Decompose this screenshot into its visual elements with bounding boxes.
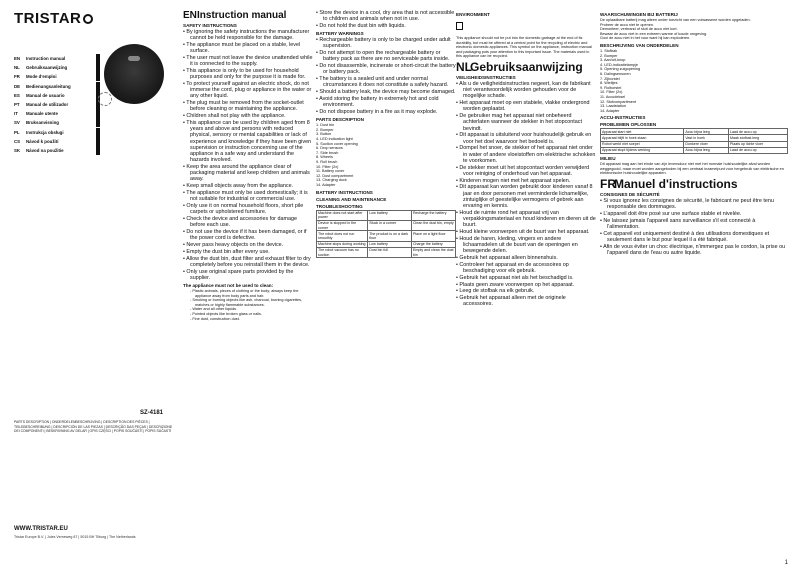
- language-label: Návod k použití: [26, 138, 59, 144]
- language-code: SV: [14, 120, 20, 126]
- en-trouble-row: [317, 231, 456, 241]
- nl-safety-item: • Houd kleine voorwerpen uit de buurt van het apparaat.: [463, 229, 596, 235]
- en-safety-item: • Only use it on normal household floors, short pile carpets or upholstered furniture.: [190, 203, 313, 215]
- trouble-solution: Clean the dust bin, empty: [411, 220, 455, 230]
- en-part-item: 12. Dust compartment: [316, 173, 354, 178]
- nl-heading: NLGebruiksaanwijzing: [456, 59, 583, 74]
- trouble-cause: Vast in hoek: [684, 135, 729, 141]
- nl-safety-item: • Het apparaat moet op een stabiele, vlakke ondergrond worden geplaatst.: [463, 100, 596, 112]
- en-not-used-item: - Water and all other liquids.: [195, 307, 313, 312]
- en-safety-item: • The user must not leave the device unattended while it is connected to the supply.: [190, 55, 313, 67]
- nl-safety-heading: VEILIGHEIDSINSTRUCTIES: [456, 74, 516, 80]
- en-part-item: 6. Drop sensors: [316, 146, 343, 151]
- en-safety-item: • Allow the dust bin, dust filter and exhaust filter to dry completely before you reinstall them in the device.: [190, 256, 313, 268]
- en-storage-item: • Do not hold the dust bin with liquids.: [323, 23, 456, 29]
- nl-safety-item: • De stekker moet uit het stopcontact worden verwijderd voor reiniging of onderhoud van het apparaat.: [463, 165, 596, 177]
- language-entry: [14, 91, 92, 100]
- language-code: SK: [14, 148, 21, 154]
- en-storage-list: [316, 10, 456, 29]
- language-tab-marker: [96, 118, 100, 127]
- en-parts-heading: PARTS DESCRIPTION: [316, 117, 364, 123]
- trouble-problem: The robot vacuum has no suction: [317, 247, 368, 257]
- en-not-used-heading: The appliance must not be used to clean:: [183, 283, 274, 289]
- trouble-cause: Accu bijna leeg: [684, 129, 729, 135]
- language-label: Instruction manual: [26, 56, 66, 61]
- en-part-item: 14. Adapter: [316, 182, 336, 187]
- en-safety-item: • To protect yourself against an electric shock, do not immerse the cord, plug or appliance in the water or any other liquid.: [190, 81, 313, 100]
- nl-part-item: 4. LED-indicatielampje: [600, 62, 638, 67]
- fr-safety-item: • Afin de vous éviter un choc électrique, n'immergez pas le cordon, la prise ou l'appareil dans de l'eau ou autre liquide.: [607, 244, 788, 256]
- en-part-item: 10. Filter (2x): [316, 164, 339, 169]
- en-heading: ENInstruction manual: [183, 10, 287, 21]
- language-label: Manuale utente: [26, 111, 58, 117]
- nl-column: [456, 10, 596, 308]
- nl-trouble-table: [600, 128, 788, 154]
- nl-safety-item: • Gebruik het apparaat alleen met de originele accessoires.: [463, 295, 596, 307]
- en-battery-item: • Do not dispose battery in a fire as it may explode.: [323, 109, 456, 115]
- fr-safety-heading: CONSIGNES DE SÉCURITÉ: [600, 191, 660, 197]
- language-tab-marker: [96, 82, 100, 91]
- nl-battery-list: [600, 18, 788, 41]
- language-label: Manual de utilizador: [26, 102, 69, 108]
- nl-safety-list: [456, 81, 596, 308]
- trouble-problem: Robot werkt niet soepel: [601, 141, 684, 147]
- nl-safety-item: • De gebruiker mag het apparaat niet onbeheerd achterlaten wanneer de stekker in het stopcontact bevindt.: [463, 113, 596, 132]
- robot-button-icon: [128, 56, 140, 61]
- en-safety-item: • Children shall not play with the appliance.: [190, 113, 313, 119]
- en-safety-list: [183, 29, 313, 281]
- en-safety-item: • This appliance can be used by children aged from 8 years and above and persons with reduced physical, sensory or mental capabilities or lack of experience and knowledge if they have been given supervision or instruction concerning use of the appliance in a safe way and understand the hazards involved.: [190, 120, 313, 163]
- language-tab-marker: [96, 72, 100, 81]
- trouble-cause: Accu bijna leeg: [684, 147, 729, 153]
- en-part-item: 2. Bumper: [316, 127, 334, 132]
- language-tab-marker: [96, 63, 100, 72]
- language-entry: [14, 137, 92, 146]
- fr-safety-item: • Cet appareil est uniquement destiné à des utilisations domestiques et seulement dans le but pour lequel il a été fabriqué.: [607, 231, 788, 243]
- en-safety-item: • The appliance must be placed on a stable, level surface.: [190, 42, 313, 54]
- language-code: NL: [14, 65, 20, 71]
- language-code: IT: [14, 111, 18, 117]
- fr-safety-item: • Ne laissez jamais l'appareil sans surveillance s'il est connecté à l'alimentation.: [607, 218, 788, 230]
- trouble-solution: Place on a light floor: [411, 231, 455, 241]
- language-label: Bedienungsanleitung: [26, 83, 71, 89]
- en-trouble-table: [316, 210, 456, 259]
- language-code: EN: [14, 56, 21, 61]
- en-safety-item: • Check the device and accessories for damage before each use.: [190, 216, 313, 228]
- en-trouble-row: [317, 220, 456, 230]
- en-not-used-list: [183, 289, 313, 321]
- language-tab-marker: [96, 137, 100, 146]
- trouble-problem: Machine stops during working: [317, 241, 368, 247]
- language-label: Bruksanvisning: [26, 120, 59, 126]
- en-not-used-item: - Plastic animals, pieces of clothing or the body; always keep the appliance away from body parts and hair.: [195, 289, 313, 298]
- brand-logo: TRISTAR: [14, 10, 93, 27]
- en-trouble-row: [317, 247, 456, 257]
- en-safety-item: • Keep small objects away from the appliance.: [190, 183, 313, 189]
- en-safety-item: • The plug must be removed from the socket-outlet before cleaning or maintaining the appliance.: [190, 100, 313, 112]
- en-safety-item: • Keep the area around the appliance clear of packaging material and keep children and animals away.: [190, 164, 313, 183]
- nl-battery-item: De oplaadbare batterij mag alleen onder toezicht van een volwassene worden opgeladen.: [600, 18, 751, 22]
- en-battery-item: • Do not attempt to open the rechargeable battery or battery pack as there are no serviceable parts inside.: [323, 50, 456, 62]
- trouble-solution: Plaats op lichte vloer: [729, 141, 788, 147]
- trouble-cause: Stuck in a corner: [368, 220, 412, 230]
- language-entry: [14, 54, 92, 63]
- trouble-problem: Apparaat blijft in hoek staan: [601, 135, 684, 141]
- trouble-cause: Donkere vloer: [684, 141, 729, 147]
- language-entry: [14, 146, 92, 155]
- nl-battery-item: Probeer de accu niet te openen.: [600, 22, 655, 27]
- nl-part-item: 14. Adapter: [600, 108, 620, 113]
- nl-part-item: 9. Rolborstel: [600, 85, 622, 90]
- nl-safety-item: • Dit apparaat kan worden gebruikt door kinderen vanaf 8 jaar en door personen met verminderde lichamelijke, zintuiglijke of geestelijke vermogens of gebrek aan ervaring en kennis.: [463, 184, 596, 209]
- en-battery-item: • Should a battery leak, the device may become damaged.: [323, 89, 456, 95]
- nl-part-item: 13. Laadstation: [600, 104, 626, 109]
- language-entry: [14, 63, 92, 72]
- nl-parts-list: [600, 49, 788, 113]
- trouble-cause: Low battery: [368, 210, 412, 220]
- nl-safety-item: • Houd de ruimte rond het apparaat vrij van verpakkingsmateriaal en houd kinderen en dieren uit de buurt.: [463, 210, 596, 229]
- en-not-used-item: - Fine dust, construction dust.: [195, 317, 313, 322]
- en-part-item: 5. Suction cover opening: [316, 141, 358, 146]
- en-battery-item: • Avoid storing the battery in extremely hot and cold environment.: [323, 96, 456, 108]
- nl-part-item: 3. Aan/uit-knop: [600, 58, 626, 63]
- nl-part-item: 6. Dalingsensoren: [600, 71, 631, 76]
- en-safety-item: • Only use original spare parts provided by the supplier.: [190, 269, 313, 281]
- nl-safety-item: • Houd de haren, kleding, vingers en andere lichaamsdelen uit de buurt van de openingen en bewegende delen.: [463, 236, 596, 255]
- fr-heading: FRManuel d'instructions: [600, 176, 738, 191]
- language-entry: [14, 72, 92, 81]
- fr-safety-item: • L'appareil doit être posé sur une surface stable et nivelée.: [607, 211, 788, 217]
- nl-part-item: 8. Wieltjes: [600, 81, 618, 86]
- language-code: FR: [14, 74, 20, 80]
- nl-fr-column: [600, 10, 788, 257]
- nl-battery-item: Gooi de accu niet in het vuur want hij kan exploderen.: [600, 36, 691, 41]
- en-battery-item: • The battery is a sealed unit and under normal circumstances it does not constitute a safety hazard.: [323, 76, 456, 88]
- nl-trouble-heading: PROBLEMEN OPLOSSEN: [600, 122, 657, 128]
- en-parts-list: [316, 123, 456, 187]
- en-not-used-item: - Smoking or burning objects like ash, charcoal, burning cigarettes, matches or highly flammable substances.: [195, 298, 313, 307]
- language-tab-marker: [96, 54, 100, 63]
- en-part-item: 11. Battery cover: [316, 169, 345, 174]
- language-code: ES: [14, 92, 20, 98]
- nl-safety-item: • Gebruik het apparaat alleen binnenshuis.: [463, 255, 596, 261]
- trouble-solution: Recharge the battery: [411, 210, 455, 220]
- nl-safety-item: • Dompel het snoer, de stekker of het apparaat niet onder in water of andere vloeistoffen om elektrische schokken te voorkomen.: [463, 145, 596, 164]
- en-safety-item: • Do not use the device if it has been damaged, or if the power cord is defective.: [190, 229, 313, 241]
- nl-part-item: 12. Stofcompartiment: [600, 99, 637, 104]
- en-battery-item: • Do not disassemble, incinerate or short-circuit the battery or battery pack.: [323, 63, 456, 75]
- nl-safety-item: • Controleer het apparaat en de accessoires op beschadiging voor elk gebruik.: [463, 262, 596, 274]
- language-label: Gebruiksaanwijzing: [26, 65, 68, 71]
- model-number: SZ-4181: [140, 410, 164, 416]
- nl-safety-item: • Plaats geen zware voorwerpen op het apparaat.: [463, 282, 596, 288]
- en-usage-heading: BATTERY INSTRUCTIONS: [316, 189, 373, 195]
- fr-safety-item: • Si vous ignorez les consignes de sécurité, le fabricant ne peut être tenu responsable des dommages.: [607, 198, 788, 210]
- website[interactable]: WWW.TRISTAR.EU: [14, 526, 68, 532]
- language-entry: [14, 118, 92, 127]
- nl-battery-item: Bewaar de accu niet in een extreem warme of koude omgeving.: [600, 31, 708, 36]
- nl-safety-item: • Gebruik het apparaat niet als het beschadigd is.: [463, 275, 596, 281]
- language-tab-marker: [96, 109, 100, 118]
- en-part-item: 7. Side brush: [316, 150, 339, 155]
- nl-safety-item: • Kinderen mogen niet met het apparaat spelen.: [463, 178, 596, 184]
- nl-env-heading: MILIEU: [600, 156, 616, 162]
- en-column-2: [316, 10, 456, 258]
- trouble-problem: Apparaat stopt tijdens werking: [601, 147, 684, 153]
- language-label: Instrukcja obsługi: [26, 129, 64, 135]
- trouble-cause: The product is on a dark floor: [368, 231, 412, 241]
- en-safety-heading: SAFETY INSTRUCTIONS: [183, 23, 237, 28]
- logo-mark-icon: [83, 14, 93, 24]
- en-battery-heading: BATTERY WARNINGS: [316, 31, 364, 37]
- en-trouble-row: [317, 210, 456, 220]
- page-number: 1: [784, 560, 788, 566]
- robot-vacuum-image: [104, 44, 164, 104]
- parts-description-note: PARTS DESCRIPTION | ONDERDELENBESCHRIJVING | DESCRIPTION DES PIÈCES | TEILEBESCHREIBUNG | DESCRIPCIÓN DE LAS PIEZAS | DESCRIÇÃO DAS PEÇAS | DESCRIZIONE DEI COMPONENTI | BESKRIVNING AV DELAR | OPIS CZĘŚCI | POPIS SOUČÁSTÍ | POPIS SÚČASTÍ: [14, 420, 173, 434]
- language-tab-marker: [96, 128, 100, 137]
- en-cleaning-heading: CLEANING AND MAINTENANCE: [316, 196, 387, 202]
- en-not-used-item: - Pointed objects like broken glass or nails.: [195, 312, 313, 317]
- fr-safety-list: [600, 198, 788, 256]
- nl-parts-heading: BESCHRIJVING VAN ONDERDELEN: [600, 42, 679, 48]
- nl-part-item: 5. Opening zuigopening: [600, 67, 641, 72]
- nl-safety-item: • Dit apparaat is uitsluitend voor huishoudelijk gebruik en voor het doel waarvoor het bedoeld is.: [463, 132, 596, 144]
- imprint: Tristar Europe B.V. | Jules Verneweg 87 | 5015 BH Tilburg | The Netherlands: [14, 535, 136, 539]
- trouble-solution: Charge the battery: [411, 241, 455, 247]
- language-code: PT: [14, 102, 20, 108]
- nl-env-text: Dit apparaat mag aan het einde van zijn levensduur niet met het normale huishoudelijke afval worden weggegooid, maar moet worden aangeboden bij een centraal inzamelpunt voor hergebruik van elektrische en elektronische huishoudelijke apparaten.: [600, 162, 784, 176]
- trouble-solution: Maak stofbak leeg: [729, 135, 788, 141]
- language-label: Mode d'emploi: [26, 74, 57, 80]
- nl-safety-item: • Als u de veiligheidsinstructies negeert, kan de fabrikant niet verantwoordelijk worden gehouden voor de mogelijke schade.: [463, 81, 596, 100]
- en-part-item: 3. Button: [316, 132, 332, 137]
- en-column-1: [183, 10, 313, 321]
- trouble-solution: Laad de accu op: [729, 129, 788, 135]
- en-safety-item: • Empty the dust bin after every use.: [190, 249, 313, 255]
- en-safety-item: • The appliance must only be used domestically; it is not suitable for industrial or commercial use.: [190, 190, 313, 202]
- nl-part-item: 7. Zijborstel: [600, 76, 620, 81]
- trouble-problem: Device is stopped in the corner: [317, 220, 368, 230]
- en-battery-item: • Rechargeable battery is only to be charged under adult supervision.: [323, 37, 456, 49]
- nl-battery-heading: WAARSCHUWINGEN BIJ BATTERIJ: [600, 12, 678, 17]
- trouble-cause: Low battery: [368, 241, 412, 247]
- weee-bin-icon: [456, 22, 463, 30]
- language-entry: [14, 128, 92, 137]
- language-entry: [14, 100, 92, 109]
- trouble-problem: Apparaat start niet: [601, 129, 684, 135]
- language-entry: [14, 82, 92, 91]
- trouble-cause: Dust bin full: [368, 247, 412, 257]
- en-battery-list: [316, 37, 456, 115]
- nl-part-item: 1. Stofbak: [600, 48, 618, 53]
- en-part-item: 4. LED indication light: [316, 136, 353, 141]
- env-text: This appliance should not be put into the domestic garbage at the end of its durability, but must be offered at a central point for the recycling of electric and electronic domestic appliances. This symbol on the appliance, instruction manual and packaging puts your attention to this important issue. The materials used in this appliance can be recycled.: [456, 36, 592, 59]
- language-code: DE: [14, 83, 21, 89]
- side-brush-icon: [98, 92, 112, 106]
- trouble-problem: The robot does not run smoothly: [317, 231, 368, 241]
- language-code: PL: [14, 129, 20, 135]
- env-heading: ENVIRONMENT: [456, 12, 490, 17]
- en-safety-item: • By ignoring the safety instructions the manufacturer cannot be held responsible for the damage.: [190, 29, 313, 41]
- en-storage-item: • Store the device in a cool, dry area that is not accessible to children and animals when not in use.: [323, 10, 456, 22]
- nl-safety-item: • Leeg de stofbak na elk gebruik.: [463, 288, 596, 294]
- en-safety-item: • Never pass heavy objects on the device.: [190, 242, 313, 248]
- nl-part-item: 2. Bumper: [600, 53, 618, 58]
- en-part-item: 9. Roll brush: [316, 159, 338, 164]
- language-entry: [14, 109, 92, 118]
- nl-trouble-row: [601, 147, 788, 153]
- en-safety-item: • This appliance is only to be used for household purposes and only for the purpose it is made for.: [190, 68, 313, 80]
- language-tab-marker: [96, 146, 100, 155]
- nl-part-item: 10. Filter (2x): [600, 90, 623, 95]
- nl-part-item: 11. Accudeksel: [600, 94, 626, 99]
- nl-usage-heading: ACCU-INSTRUCTIES: [600, 115, 646, 121]
- trouble-solution: Laad de accu op: [729, 147, 788, 153]
- en-part-item: 13. Charging dock: [316, 178, 347, 183]
- trouble-solution: Empty and clean the dust bin: [412, 248, 454, 257]
- en-part-item: 8. Wheels: [316, 155, 333, 160]
- en-trouble-heading: TROUBLESHOOTING: [316, 203, 363, 209]
- language-label: Návod na použitie: [26, 148, 64, 154]
- nl-battery-item: Demonteer, verbrand of sluit de accu niet kort.: [600, 27, 678, 32]
- trouble-problem: Machine does not start after power: [317, 210, 368, 220]
- en-part-item: 1. Dust bin: [316, 123, 335, 128]
- language-label: Manual de usuario: [26, 92, 65, 98]
- language-index: [14, 54, 92, 155]
- language-code: CS: [14, 138, 21, 144]
